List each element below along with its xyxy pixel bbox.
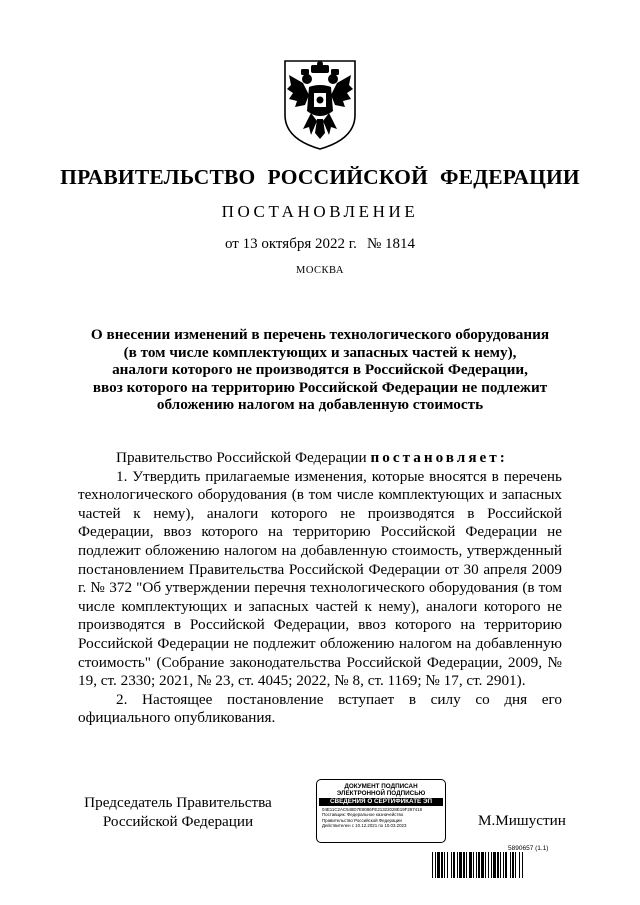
electronic-signature-stamp [316, 779, 446, 843]
stamp-owner: Правительство Российской Федерации [322, 817, 402, 823]
barcode-stripe [491, 852, 492, 878]
barcode-stripe [497, 852, 499, 878]
intro-text: Правительство Российской Федерации [116, 449, 367, 466]
barcode-stripe [478, 852, 480, 878]
city: МОСКВА [296, 265, 344, 276]
barcode-stripe [441, 852, 443, 878]
title-line: (в том числе комплектующих и запасных частей к нему), [123, 343, 517, 361]
barcode-stripe [500, 852, 501, 878]
document-title [60, 326, 580, 414]
barcode-stripe [522, 852, 523, 878]
document-body [78, 449, 562, 728]
org-word-3: ФЕДЕРАЦИИ [440, 165, 580, 189]
signatory-name: М.Мишустин [478, 812, 566, 829]
barcode-stripe [451, 852, 452, 878]
paragraph-2: 2. Настоящее постановление вступает в силу со дня его официального опубликования. [78, 690, 562, 727]
paragraph-1: 1. Утвердить прилагаемые изменения, которые вносятся в перечень технологического оборудования (в том числе комплектующих и запасных частей к нему), аналоги которого не производятся в Российской Федерации, ввоз которого на территорию Российской Федерации не подлежит обложению налогом на добавленную стоимость, утвержденный постановлением Правительства Российской Федерации от 30 апреля 2009 г. № 372 "Об утверждении перечня технологического оборудования (в том числе комплектующих и запасных частей к нему), аналоги которого не производятся в Российской Федерации, ввоз которого на территорию Российской Федерации не подлежит обложению налогом на добавленную стоимость" (Собрание законодательства Российской Федерации, 2009, № 19, ст. 2330; 2021, № 23, ст. 4045; 2022, № 8, ст. 1169; № 17, ст. 2901). [78, 467, 562, 690]
title-line: ввоз которого на территорию Российской Федерации не подлежит [92, 378, 548, 396]
position-line-2: Российской Федерации [102, 812, 254, 830]
barcode-stripe [453, 852, 455, 878]
barcode-stripe [437, 852, 440, 878]
document-date: от 13 октября 2022 г. [224, 236, 357, 252]
signatory-position [78, 794, 278, 831]
title-line: обложению налогом на добавленную стоимость [156, 396, 484, 414]
barcode-stripe [488, 852, 489, 878]
barcode-stripe [493, 852, 496, 878]
barcode-stripe [463, 852, 465, 878]
document-number: № 1814 [366, 236, 415, 252]
barcode-stripe [432, 852, 433, 878]
date-line [0, 236, 640, 253]
decree-verb: постановляет: [370, 449, 508, 466]
barcode-stripe [510, 852, 511, 878]
stamp-certificate-bar: СВЕДЕНИЯ О СЕРТИФИКАТЕ ЭП [319, 798, 443, 806]
barcode-stripe [469, 852, 472, 878]
barcode-stripe [444, 852, 445, 878]
barcode-stripe [519, 852, 520, 878]
barcode-stripe [485, 852, 486, 878]
stamp-line-1: ДОКУМЕНТ ПОДПИСАН [344, 783, 418, 790]
title-line: О внесении изменений в перечень технологического оборудования [90, 326, 550, 343]
position-line-1: Председатель Правительства [84, 794, 272, 811]
coat-of-arms-emblem-icon [281, 55, 359, 151]
organization-name [0, 165, 640, 190]
barcode-stripe [515, 852, 516, 878]
document-type: ПОСТАНОВЛЕНИЕ [221, 202, 419, 221]
barcode-stripe [435, 852, 436, 878]
barcode-number: 5890657 (1.1) [508, 845, 549, 852]
barcode-stripe [512, 852, 514, 878]
barcode-stripe [459, 852, 462, 878]
barcode-stripe [476, 852, 477, 878]
org-word-2: РОССИЙСКОЙ [267, 165, 429, 189]
barcode-stripe [457, 852, 458, 878]
stamp-issuer: Поставщик: Федеральное казначейство [322, 812, 404, 818]
title-line: аналоги которого не производятся в Российской Федерации, [112, 361, 528, 379]
stamp-line-2: ЭЛЕКТРОННОЙ ПОДПИСЬЮ [336, 790, 426, 797]
stamp-validity: Действителен с 10.12.2021 по 10.03.2023 [322, 823, 407, 829]
barcode-stripe [447, 852, 448, 878]
intro-paragraph [78, 449, 562, 468]
stamp-serial: 04E11C2AC548D7E8086FE21322028E19F297418 [322, 807, 423, 812]
barcode-stripe [503, 852, 504, 878]
barcode-stripe [466, 852, 467, 878]
org-word-1: ПРАВИТЕЛЬСТВО [60, 165, 256, 189]
barcode-stripe [505, 852, 507, 878]
barcode-stripe [481, 852, 484, 878]
barcode-stripe [473, 852, 474, 878]
barcode-icon [432, 852, 572, 878]
